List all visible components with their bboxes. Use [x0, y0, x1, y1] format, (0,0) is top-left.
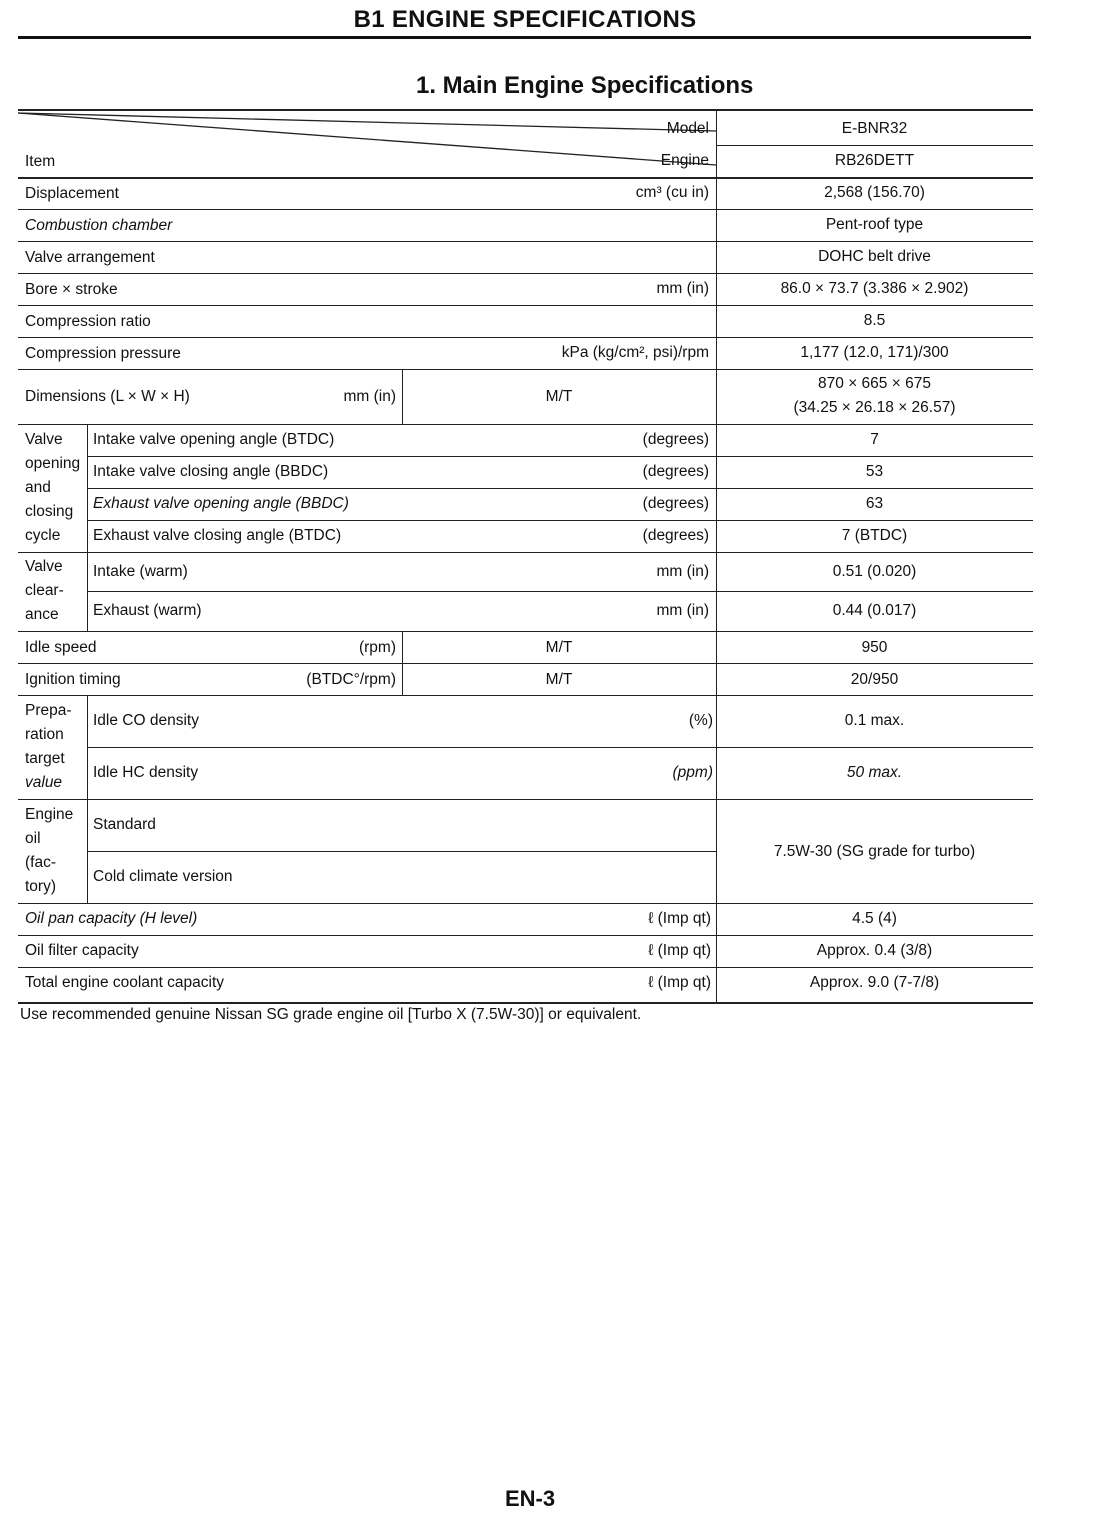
engine-oil-value: 7.5W-30 (SG grade for turbo) — [773, 843, 976, 860]
preparation-group-label: ration — [25, 726, 64, 743]
valve-timing-group-label: opening — [25, 455, 81, 472]
row-rule — [87, 488, 1033, 489]
valve-clearance-row-value: 0.51 (0.020) — [832, 563, 917, 580]
engine-oil-row-label: Cold climate version — [93, 868, 233, 885]
valve-timing-row-unit: (degrees) — [642, 527, 709, 544]
valve-timing-row-unit: (degrees) — [642, 495, 709, 512]
preparation-group-label: Prepa- — [25, 702, 72, 719]
row-rule — [87, 456, 1033, 457]
row-rule — [18, 241, 1033, 242]
item-header: Item — [25, 153, 56, 170]
row-rule — [18, 903, 1033, 904]
preparation-row-value: 0.1 max. — [844, 712, 905, 729]
valve-timing-row-value: 7 — [870, 431, 879, 448]
compression-ratio-value: 8.5 — [863, 312, 886, 329]
row-rule — [18, 273, 1033, 274]
row-rule — [18, 369, 1033, 370]
engine-oil-group-label: (fac- — [25, 854, 56, 871]
idle-speed-label: Idle speed — [25, 639, 97, 656]
page-number: EN-3 — [504, 1486, 556, 1511]
valve-clearance-group-label: ance — [25, 606, 59, 623]
idle-speed-transmission: M/T — [545, 639, 573, 656]
header-diagonals — [18, 109, 716, 177]
valve-clearance-row-value: 0.44 (0.017) — [832, 602, 917, 619]
valve-timing-row-value: 63 — [865, 495, 884, 512]
ignition-timing-unit: (BTDC°/rpm) — [306, 671, 396, 688]
valve-timing-row-value: 53 — [865, 463, 884, 480]
combustion-value: Pent-roof type — [825, 216, 924, 233]
oil-filter-label: Oil filter capacity — [25, 942, 139, 959]
valve-clearance-row-unit: mm (in) — [656, 563, 709, 580]
valve-timing-row-value: 7 (BTDC) — [841, 527, 908, 544]
row-rule — [18, 967, 1033, 968]
compression-pressure-value: 1,177 (12.0, 171)/300 — [800, 344, 949, 361]
oil-pan-unit: ℓ (Imp qt) — [648, 910, 711, 927]
oil-filter-value: Approx. 0.4 (3/8) — [816, 942, 933, 959]
model-value: E-BNR32 — [841, 120, 908, 137]
coolant-unit: ℓ (Imp qt) — [648, 974, 711, 991]
valve-arrangement-value: DOHC belt drive — [818, 248, 931, 265]
column-rule — [716, 109, 717, 1002]
valve-clearance-row-label: Intake (warm) — [93, 563, 188, 580]
preparation-group-label: target — [25, 750, 65, 767]
coolant-label: Total engine coolant capacity — [25, 974, 225, 991]
title-rule — [18, 36, 1031, 39]
valve-timing-row-label: Intake valve closing angle (BBDC) — [93, 463, 329, 480]
dimensions-label: Dimensions (L × W × H) — [25, 388, 190, 405]
preparation-row-value: 50 max. — [846, 764, 903, 781]
row-rule — [18, 1002, 1033, 1004]
valve-timing-row-unit: (degrees) — [642, 431, 709, 448]
page-title: B1 ENGINE SPECIFICATIONS — [353, 6, 697, 33]
model-header: Model — [666, 120, 709, 137]
ignition-timing-value: 20/950 — [850, 671, 899, 688]
engine-oil-group-label: oil — [25, 830, 41, 847]
preparation-row-label: Idle HC density — [93, 764, 199, 781]
displacement-value: 2,568 (156.70) — [824, 184, 925, 201]
section-title: 1. Main Engine Specifications — [416, 72, 754, 99]
idle-speed-value: 950 — [861, 639, 888, 656]
row-rule — [18, 631, 1033, 632]
column-rule — [87, 424, 88, 631]
displacement-label: Displacement — [25, 185, 119, 202]
spec-table — [18, 109, 1033, 1005]
preparation-row-unit: (ppm) — [672, 764, 713, 781]
valve-timing-row-unit: (degrees) — [642, 463, 709, 480]
footnote: Use recommended genuine Nissan SG grade engine oil [Turbo X (7.5W-30)] or equivalent. — [20, 1006, 642, 1023]
ignition-timing-transmission: M/T — [545, 671, 573, 688]
dimensions-value-in: (34.25 × 26.18 × 26.57) — [793, 399, 956, 416]
row-rule — [18, 552, 1033, 553]
valve-clearance-group-label: Valve — [25, 558, 63, 575]
row-rule — [18, 305, 1033, 306]
valve-timing-row-label: Exhaust valve opening angle (BBDC) — [93, 495, 349, 512]
row-rule — [87, 747, 1033, 748]
compression-ratio-label: Compression ratio — [25, 313, 151, 330]
bore-stroke-value: 86.0 × 73.7 (3.386 × 2.902) — [780, 280, 969, 297]
row-rule — [87, 591, 1033, 592]
valve-clearance-row-label: Exhaust (warm) — [93, 602, 202, 619]
valve-timing-group-label: Valve — [25, 431, 63, 448]
dimensions-value-mm: 870 × 665 × 675 — [818, 375, 931, 392]
row-rule — [18, 337, 1033, 338]
preparation-row-unit: (%) — [688, 712, 713, 729]
preparation-group-label: value — [25, 774, 63, 791]
engine-value: RB26DETT — [834, 152, 915, 169]
row-rule — [87, 851, 716, 852]
row-rule — [87, 520, 1033, 521]
combustion-label: Combustion chamber — [25, 217, 173, 234]
row-rule — [18, 177, 1033, 179]
oil-pan-label: Oil pan capacity (H level) — [25, 910, 198, 927]
bore-stroke-label: Bore × stroke — [25, 281, 118, 298]
row-rule — [18, 424, 1033, 425]
oil-filter-unit: ℓ (Imp qt) — [648, 942, 711, 959]
engine-oil-group-label: Engine — [25, 806, 74, 823]
preparation-row-label: Idle CO density — [93, 712, 199, 729]
valve-timing-group-label: cycle — [25, 527, 61, 544]
compression-pressure-unit: kPa (kg/cm², psi)/rpm — [561, 344, 709, 361]
bore-stroke-unit: mm (in) — [656, 280, 709, 297]
row-rule — [18, 663, 1033, 664]
idle-speed-unit: (rpm) — [358, 639, 396, 656]
displacement-unit: cm³ (cu in) — [635, 184, 709, 201]
dimensions-transmission: M/T — [545, 388, 573, 405]
column-rule — [87, 695, 88, 903]
compression-pressure-label: Compression pressure — [25, 345, 181, 362]
valve-timing-group-label: closing — [25, 503, 74, 520]
coolant-value: Approx. 9.0 (7-7/8) — [809, 974, 940, 991]
row-rule — [18, 935, 1033, 936]
valve-clearance-row-unit: mm (in) — [656, 602, 709, 619]
engine-oil-row-label: Standard — [93, 816, 156, 833]
valve-clearance-group-label: clear- — [25, 582, 64, 599]
valve-timing-row-label: Exhaust valve closing angle (BTDC) — [93, 527, 342, 544]
valve-timing-row-label: Intake valve opening angle (BTDC) — [93, 431, 335, 448]
engine-oil-group-label: tory) — [25, 878, 56, 895]
row-rule — [716, 145, 1033, 146]
row-rule — [18, 695, 1033, 696]
row-rule — [18, 209, 1033, 210]
valve-arrangement-label: Valve arrangement — [25, 249, 155, 266]
valve-timing-group-label: and — [25, 479, 51, 496]
row-rule — [18, 799, 1033, 800]
dimensions-unit: mm (in) — [343, 388, 396, 405]
engine-header: Engine — [660, 152, 709, 169]
ignition-timing-label: Ignition timing — [25, 671, 121, 688]
oil-pan-value: 4.5 (4) — [852, 910, 897, 927]
